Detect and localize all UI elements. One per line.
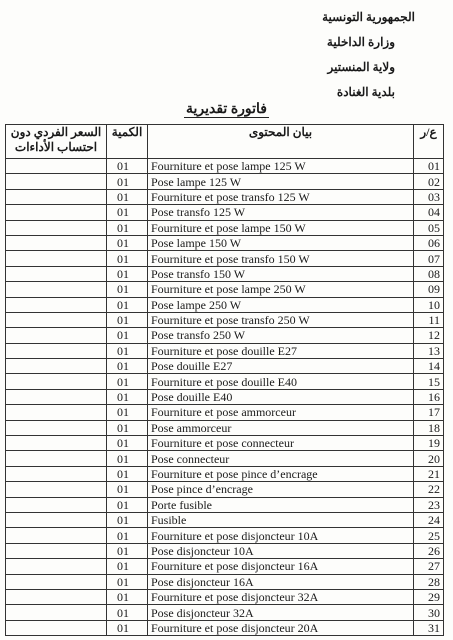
cell-quantity: 01 bbox=[107, 205, 148, 220]
cell-quantity: 01 bbox=[107, 174, 148, 189]
cell-quantity: 01 bbox=[107, 282, 148, 297]
cell-number: 14 bbox=[414, 359, 444, 374]
cell-quantity: 01 bbox=[107, 512, 148, 527]
cell-quantity: 01 bbox=[107, 405, 148, 420]
cell-number: 23 bbox=[414, 497, 444, 512]
cell-number: 25 bbox=[414, 528, 444, 543]
cell-quantity: 01 bbox=[107, 482, 148, 497]
cell-quantity: 01 bbox=[107, 328, 148, 343]
document-title bbox=[0, 101, 453, 118]
cell-description: Fourniture et pose disjoncteur 32A bbox=[148, 589, 414, 604]
header-governorate: ولاية المنستير bbox=[327, 60, 395, 74]
header-quantity: الكمية bbox=[107, 125, 148, 159]
header-country: الجمهورية التونسية bbox=[322, 10, 415, 24]
cell-number: 21 bbox=[414, 466, 444, 481]
cell-description: Fourniture et pose lampe 150 W bbox=[148, 220, 414, 235]
cell-description: Pose ammorceur bbox=[148, 420, 414, 435]
cell-quantity: 01 bbox=[107, 436, 148, 451]
table-row bbox=[6, 159, 444, 174]
table-row bbox=[6, 451, 444, 466]
cell-quantity: 01 bbox=[107, 620, 148, 635]
table-row bbox=[6, 589, 444, 604]
cell-unit-price bbox=[6, 312, 107, 327]
table-row bbox=[6, 405, 444, 420]
cell-unit-price bbox=[6, 451, 107, 466]
cell-number: 18 bbox=[414, 420, 444, 435]
cell-description: Pose lampe 125 W bbox=[148, 174, 414, 189]
cell-quantity: 01 bbox=[107, 220, 148, 235]
table-row bbox=[6, 297, 444, 312]
cell-number: 04 bbox=[414, 205, 444, 220]
table-row bbox=[6, 343, 444, 358]
cell-quantity: 01 bbox=[107, 451, 148, 466]
table-row bbox=[6, 251, 444, 266]
cell-description: Pose douille E27 bbox=[148, 359, 414, 374]
cell-quantity: 01 bbox=[107, 297, 148, 312]
cell-quantity: 01 bbox=[107, 389, 148, 404]
cell-unit-price bbox=[6, 374, 107, 389]
cell-description: Fourniture et pose transfo 250 W bbox=[148, 312, 414, 327]
cell-number: 12 bbox=[414, 328, 444, 343]
cell-number: 22 bbox=[414, 482, 444, 497]
document-header bbox=[322, 10, 415, 110]
cell-unit-price bbox=[6, 420, 107, 435]
cell-quantity: 01 bbox=[107, 266, 148, 281]
cell-number: 06 bbox=[414, 235, 444, 250]
cell-unit-price bbox=[6, 282, 107, 297]
cell-number: 19 bbox=[414, 436, 444, 451]
cell-unit-price bbox=[6, 436, 107, 451]
table-row bbox=[6, 282, 444, 297]
table-row bbox=[6, 328, 444, 343]
cell-quantity: 01 bbox=[107, 559, 148, 574]
cell-unit-price bbox=[6, 220, 107, 235]
cell-unit-price bbox=[6, 528, 107, 543]
table-row bbox=[6, 235, 444, 250]
cell-description: Fourniture et pose transfo 150 W bbox=[148, 251, 414, 266]
cell-number: 09 bbox=[414, 282, 444, 297]
table-row bbox=[6, 574, 444, 589]
cell-description: Fourniture et pose ammorceur bbox=[148, 405, 414, 420]
cell-description: Pose disjoncteur 10A bbox=[148, 543, 414, 558]
cell-unit-price bbox=[6, 497, 107, 512]
cell-description: Pose lampe 150 W bbox=[148, 235, 414, 250]
cell-description: Pose transfo 150 W bbox=[148, 266, 414, 281]
cell-description: Pose lampe 250 W bbox=[148, 297, 414, 312]
cell-description: Fusible bbox=[148, 512, 414, 527]
cell-unit-price bbox=[6, 266, 107, 281]
cell-description: Pose disjoncteur 32A bbox=[148, 605, 414, 620]
table-row bbox=[6, 220, 444, 235]
table-row bbox=[6, 312, 444, 327]
cell-quantity: 01 bbox=[107, 235, 148, 250]
cell-description: Fourniture et pose douille E40 bbox=[148, 374, 414, 389]
table-row bbox=[6, 512, 444, 527]
cell-number: 26 bbox=[414, 543, 444, 558]
cell-unit-price bbox=[6, 589, 107, 604]
cell-quantity: 01 bbox=[107, 605, 148, 620]
table-row bbox=[6, 266, 444, 281]
document-title-text: فاتورة تقديرية bbox=[185, 102, 268, 117]
cell-quantity: 01 bbox=[107, 251, 148, 266]
cell-description: Fourniture et pose transfo 125 W bbox=[148, 189, 414, 204]
header-ministry: وزارة الداخلية bbox=[326, 35, 395, 49]
table-row bbox=[6, 497, 444, 512]
cell-description: Fourniture et pose pince d’encrage bbox=[148, 466, 414, 481]
cell-description: Pose disjoncteur 16A bbox=[148, 574, 414, 589]
cell-number: 20 bbox=[414, 451, 444, 466]
cell-unit-price bbox=[6, 389, 107, 404]
cell-quantity: 01 bbox=[107, 528, 148, 543]
cell-quantity: 01 bbox=[107, 589, 148, 604]
cell-quantity: 01 bbox=[107, 543, 148, 558]
cell-description: Porte fusible bbox=[148, 497, 414, 512]
table-row bbox=[6, 174, 444, 189]
cell-unit-price bbox=[6, 466, 107, 481]
table-row bbox=[6, 528, 444, 543]
cell-description: Fourniture et pose disjoncteur 20A bbox=[148, 620, 414, 635]
cell-unit-price bbox=[6, 605, 107, 620]
cell-description: Pose transfo 125 W bbox=[148, 205, 414, 220]
cell-number: 02 bbox=[414, 174, 444, 189]
cell-number: 24 bbox=[414, 512, 444, 527]
cell-number: 30 bbox=[414, 605, 444, 620]
cell-description: Pose douille E40 bbox=[148, 389, 414, 404]
table-row bbox=[6, 420, 444, 435]
table-row bbox=[6, 620, 444, 635]
cell-unit-price bbox=[6, 251, 107, 266]
cell-quantity: 01 bbox=[107, 312, 148, 327]
cell-number: 07 bbox=[414, 251, 444, 266]
cell-description: Fourniture et pose lampe 250 W bbox=[148, 282, 414, 297]
cell-number: 05 bbox=[414, 220, 444, 235]
table-row bbox=[6, 389, 444, 404]
cell-unit-price bbox=[6, 482, 107, 497]
table-header-row bbox=[6, 125, 444, 159]
cell-unit-price bbox=[6, 159, 107, 174]
cell-unit-price bbox=[6, 235, 107, 250]
cell-description: Pose transfo 250 W bbox=[148, 328, 414, 343]
cell-quantity: 01 bbox=[107, 343, 148, 358]
cell-unit-price bbox=[6, 205, 107, 220]
cell-number: 16 bbox=[414, 389, 444, 404]
table-row bbox=[6, 374, 444, 389]
cell-number: 03 bbox=[414, 189, 444, 204]
cell-description: Fourniture et pose lampe 125 W bbox=[148, 159, 414, 174]
table-row bbox=[6, 482, 444, 497]
cell-number: 01 bbox=[414, 159, 444, 174]
cell-unit-price bbox=[6, 189, 107, 204]
table-row bbox=[6, 205, 444, 220]
cell-unit-price bbox=[6, 297, 107, 312]
table-row bbox=[6, 605, 444, 620]
table-body bbox=[6, 159, 444, 636]
cell-number: 10 bbox=[414, 297, 444, 312]
table-row bbox=[6, 359, 444, 374]
table-row bbox=[6, 559, 444, 574]
cell-number: 27 bbox=[414, 559, 444, 574]
header-municipality: بلدية الغنادة bbox=[336, 85, 395, 99]
cell-unit-price bbox=[6, 174, 107, 189]
cell-description: Fourniture et pose disjoncteur 10A bbox=[148, 528, 414, 543]
cell-quantity: 01 bbox=[107, 574, 148, 589]
cell-description: Fourniture et pose douille E27 bbox=[148, 343, 414, 358]
cell-description: Pose connecteur bbox=[148, 451, 414, 466]
cell-quantity: 01 bbox=[107, 420, 148, 435]
table-row bbox=[6, 436, 444, 451]
estimate-table bbox=[5, 124, 444, 636]
cell-unit-price bbox=[6, 405, 107, 420]
cell-number: 13 bbox=[414, 343, 444, 358]
header-description: بيان المحتوى bbox=[148, 125, 414, 159]
table-row bbox=[6, 189, 444, 204]
table-row bbox=[6, 466, 444, 481]
header-number: ع/ر bbox=[414, 125, 444, 159]
cell-unit-price bbox=[6, 359, 107, 374]
cell-description: Fourniture et pose disjoncteur 16A bbox=[148, 559, 414, 574]
cell-unit-price bbox=[6, 512, 107, 527]
cell-quantity: 01 bbox=[107, 374, 148, 389]
cell-number: 31 bbox=[414, 620, 444, 635]
cell-number: 11 bbox=[414, 312, 444, 327]
cell-description: Pose pince d’encrage bbox=[148, 482, 414, 497]
cell-unit-price bbox=[6, 343, 107, 358]
cell-number: 17 bbox=[414, 405, 444, 420]
cell-unit-price bbox=[6, 620, 107, 635]
header-unit-price: السعر الفردي دون احتساب الأداءات bbox=[6, 125, 107, 159]
cell-quantity: 01 bbox=[107, 359, 148, 374]
cell-unit-price bbox=[6, 559, 107, 574]
cell-quantity: 01 bbox=[107, 159, 148, 174]
cell-quantity: 01 bbox=[107, 466, 148, 481]
cell-description: Fourniture et pose connecteur bbox=[148, 436, 414, 451]
cell-unit-price bbox=[6, 574, 107, 589]
cell-number: 29 bbox=[414, 589, 444, 604]
cell-unit-price bbox=[6, 543, 107, 558]
cell-number: 08 bbox=[414, 266, 444, 281]
cell-unit-price bbox=[6, 328, 107, 343]
cell-number: 15 bbox=[414, 374, 444, 389]
cell-quantity: 01 bbox=[107, 189, 148, 204]
cell-quantity: 01 bbox=[107, 497, 148, 512]
cell-number: 28 bbox=[414, 574, 444, 589]
table-row bbox=[6, 543, 444, 558]
